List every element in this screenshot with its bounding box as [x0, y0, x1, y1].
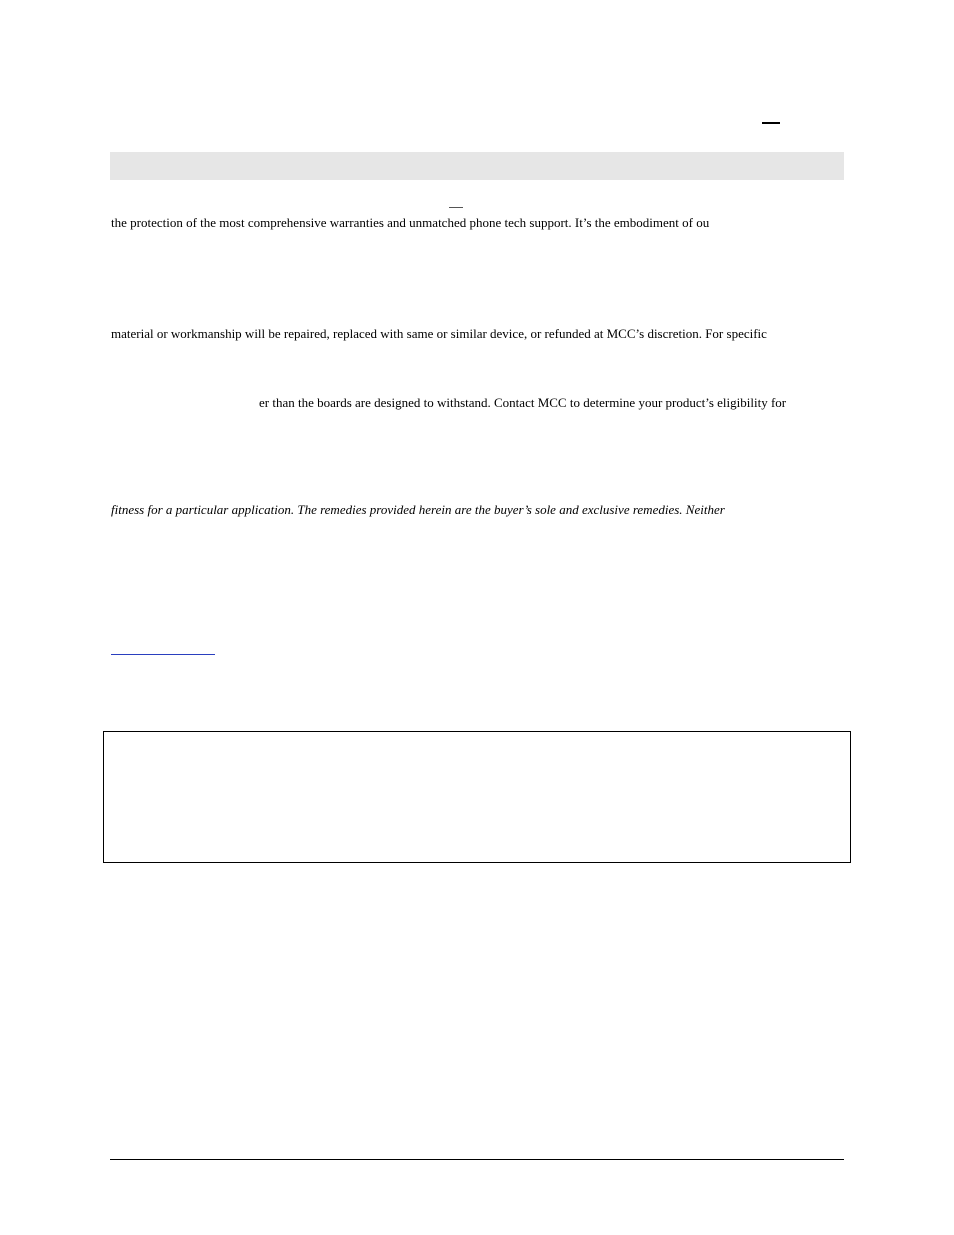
paragraph-eligibility: er than the boards are designed to withstand. Contact MCC to determine your product’s eligibility for [259, 395, 787, 410]
separator-dash [449, 207, 463, 208]
header-dash [762, 122, 780, 124]
section-heading-bar [110, 152, 844, 180]
footer-rule [110, 1159, 844, 1160]
paragraph-warranty: material or workmanship will be repaired, replaced with same or similar device, or refunded at MCC’s discretion. For specific [111, 326, 767, 341]
paragraph-support: the protection of the most comprehensive warranties and unmatched phone tech support. It’s the embodiment of ou [111, 215, 710, 230]
paragraph-disclaimer: fitness for a particular application. The remedies provided herein are the buyer’s sole and exclusive remedies. Neither [111, 502, 725, 517]
notice-box [103, 731, 851, 863]
hyperlink[interactable] [111, 654, 215, 655]
